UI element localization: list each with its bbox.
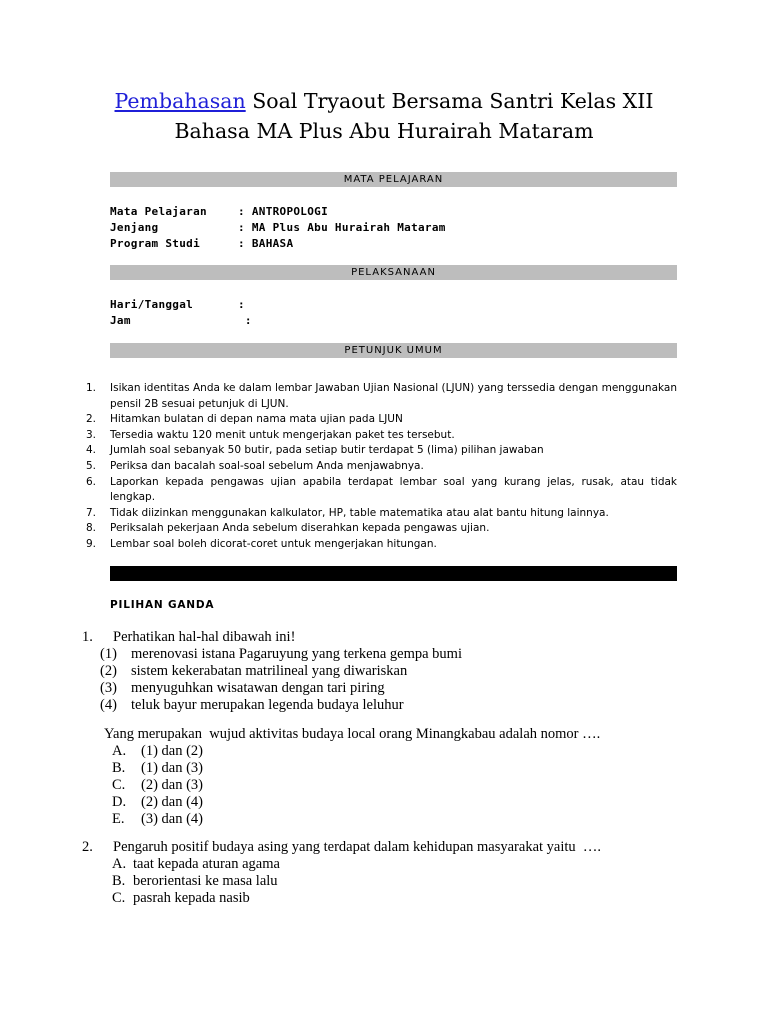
pilihan-ganda-heading: PILIHAN GANDA [110, 599, 215, 611]
rule-number: 2. [86, 413, 97, 426]
option-letter: B. [112, 759, 126, 776]
schedule-row-time [110, 313, 252, 329]
option-letter: C. [112, 889, 126, 906]
rule-item [86, 412, 677, 428]
rule-number: 1. [86, 382, 97, 394]
rule-text: Periksalah pekerjaan Anda sebelum diserahkan kepada pengawas ujian. [110, 522, 490, 535]
rule-number: 3. [86, 428, 97, 441]
rule-text: Laporkan kepada pengawas ujian apabila terdapat lembar soal yang kurang jelas, rusak, atau tidak lengkap. [110, 475, 677, 504]
option-letter: A. [112, 856, 127, 872]
rule-text: Tidak diizinkan menggunakan kalkulator, HP, table matematika atau alat bantu hitung lainnya. [110, 506, 609, 519]
item-number: (3) [100, 679, 117, 696]
option-text: taat kepada aturan agama [133, 856, 280, 872]
item-text: sistem kekerabatan matrilineal yang diwariskan [131, 662, 408, 679]
info-value: : BAHASA [238, 237, 294, 250]
question-text: Perhatikan hal-hal dibawah ini! [113, 629, 296, 645]
info-row-level [110, 220, 446, 236]
info-row-program [110, 236, 446, 252]
pembahasan-link[interactable]: Pembahasan [114, 89, 246, 113]
option-text: berorientasi ke masa lalu [133, 872, 278, 889]
option-text: (2) dan (4) [141, 793, 204, 810]
section-mata-pelajaran: MATA PELAJARAN [110, 172, 677, 187]
question-1-options [112, 743, 203, 827]
question-2 [82, 839, 601, 856]
rule-text: Jumlah soal sebanyak 50 butir, pada setiap butir terdapat 5 (lima) pilihan jawaban [110, 444, 544, 457]
schedule-value: : [238, 298, 245, 311]
info-row-subject [110, 204, 446, 220]
info-key: Program Studi [110, 237, 200, 250]
rule-item [86, 537, 677, 553]
item-number: (4) [100, 696, 117, 713]
section-pelaksanaan: PELAKSANAAN [110, 265, 677, 280]
question-2-options [112, 856, 280, 907]
schedule-row-date [110, 297, 252, 313]
rule-text: Periksa dan bacalah soal-soal sebelum Anda menjawabnya. [110, 459, 424, 472]
rule-number: 9. [86, 537, 97, 550]
rule-number: 7. [86, 506, 97, 519]
rule-text: Lembar soal boleh dicorat-coret untuk mengerjakan hitungan. [110, 537, 437, 550]
section-petunjuk-umum: PETUNJUK UMUM [110, 343, 677, 358]
rules-list [86, 381, 677, 553]
rule-number: 5. [86, 459, 97, 472]
rule-item [86, 381, 677, 412]
item-number: (1) [100, 645, 117, 662]
rule-text: Tersedia waktu 120 menit untuk mengerjakan paket tes tersebut. [110, 428, 455, 441]
schedule-info [110, 297, 252, 329]
rule-item [86, 428, 677, 444]
info-key: Jenjang [110, 221, 159, 234]
title-line-2: Bahasa MA Plus Abu Hurairah Mataram [174, 119, 594, 143]
rule-item [86, 459, 677, 475]
item-text: teluk bayur merupakan legenda budaya leluhur [131, 696, 404, 713]
question-text: Pengaruh positif budaya asing yang terdapat dalam kehidupan masyarakat yaitu …. [113, 839, 602, 855]
option-text: (3) dan (4) [141, 810, 204, 827]
item-number: (2) [100, 662, 117, 679]
info-value: : MA Plus Abu Hurairah Mataram [238, 221, 446, 234]
option-letter: D. [112, 793, 127, 810]
info-value: : ANTROPOLOGI [238, 205, 328, 218]
option-letter: E. [112, 810, 125, 827]
option-text: pasrah kepada nasib [133, 889, 250, 906]
option-text: (1) dan (3) [141, 759, 204, 776]
rule-text: Isikan identitas Anda ke dalam lembar Jawaban Ujian Nasional (LJUN) yang terssedia dengan menggunakan pensil 2B sesuai petunjuk di LJUN. [110, 382, 677, 410]
item-text: menyuguhkan wisatawan dengan tari piring [131, 679, 385, 696]
item-text: merenovasi istana Pagaruyung yang terkena gempa bumi [131, 645, 462, 662]
schedule-key: Hari/Tanggal [110, 298, 194, 311]
rule-number: 8. [86, 522, 97, 535]
schedule-value: : [238, 314, 252, 327]
subject-info [110, 204, 446, 252]
rule-item [86, 443, 677, 459]
option-letter: B. [112, 872, 126, 889]
rule-item [86, 521, 677, 537]
stem-text: Yang merupakan wujud aktivitas budaya local orang Minangkabau adalah nomor …. [104, 726, 601, 742]
rule-text: Hitamkan bulatan di depan nama mata ujian pada LJUN [110, 413, 403, 426]
question-number: 1. [82, 629, 93, 645]
title-line-1: Soal Tryaout Bersama Santri Kelas XII [245, 89, 654, 113]
document-title [0, 86, 768, 146]
rule-item [86, 506, 677, 522]
rule-number: 6. [86, 475, 97, 488]
option-letter: A. [112, 743, 127, 759]
rule-number: 4. [86, 444, 97, 457]
question-1 [82, 629, 462, 713]
option-text: (1) dan (2) [141, 743, 204, 759]
option-text: (2) dan (3) [141, 776, 204, 793]
question-1-stem [104, 726, 600, 743]
option-letter: C. [112, 776, 126, 793]
rule-item [86, 475, 677, 506]
question-number: 2. [82, 839, 93, 855]
info-key: Mata Pelajaran [110, 205, 207, 218]
schedule-key: Jam [110, 314, 131, 327]
section-divider [110, 566, 677, 581]
